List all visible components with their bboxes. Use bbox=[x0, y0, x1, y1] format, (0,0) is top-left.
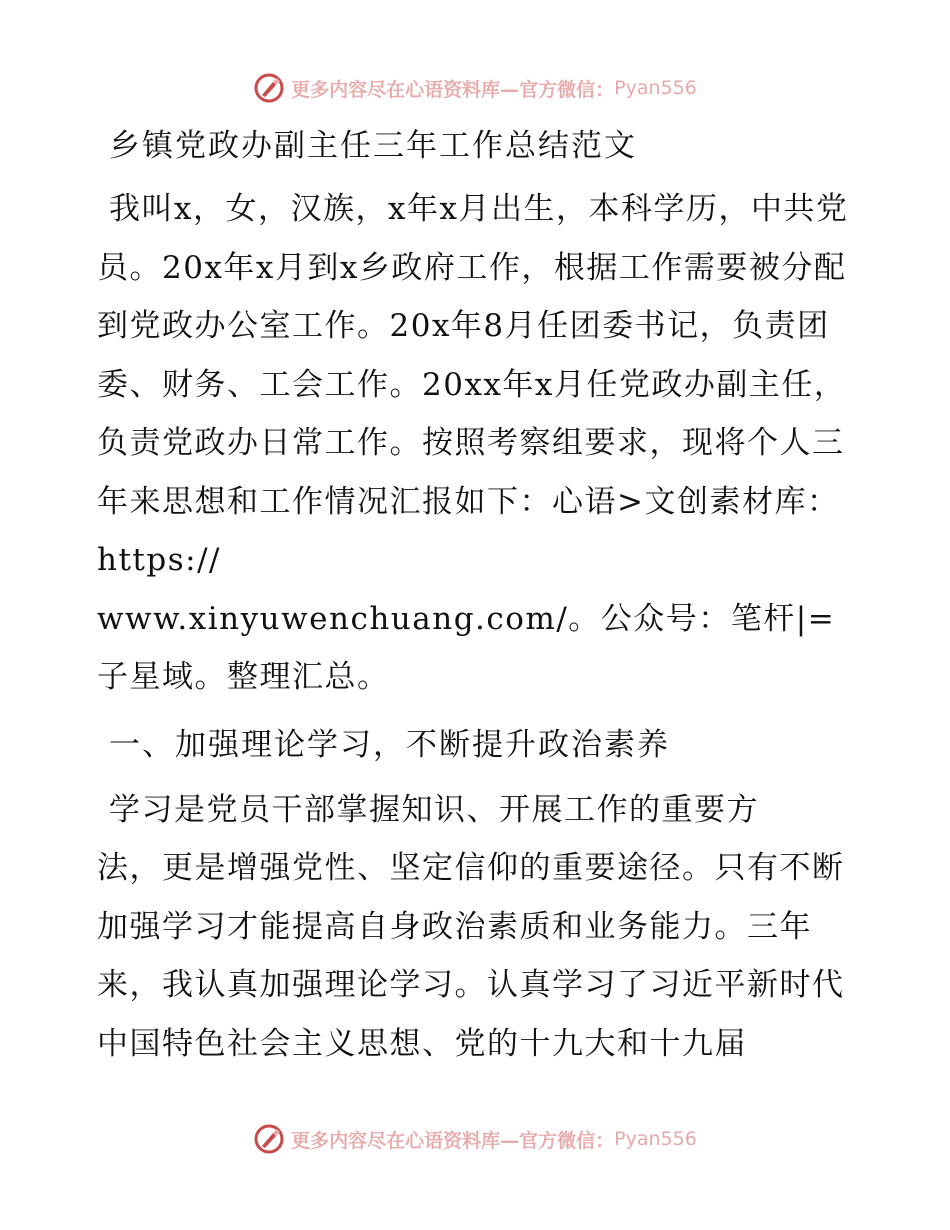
document-title: 乡镇党政办副主任三年工作总结范文 bbox=[109, 128, 637, 164]
watermark-banner-bottom bbox=[0, 1119, 950, 1159]
watermark-wechat-id: Pyan556 bbox=[614, 1128, 697, 1150]
watermark-text: 更多内容尽在心语资料库—官方微信： bbox=[291, 78, 615, 101]
watermark-wechat-id: Pyan556 bbox=[614, 77, 697, 99]
watermark-banner-top bbox=[0, 68, 950, 108]
section-paragraph: 学习是党员干部掌握知识、开展工作的重要方 法，更是增强党性、坚定信仰的重要途径。只有不断加强学习才能提高自身政治素质和业务能力。三年来，我认真加强理论学习。认真学习了习近平新时代中国特色社会主义思想、党的十九大和十九届 bbox=[97, 791, 845, 1062]
section-heading: 一、加强理论学习，不断提升政治素养 bbox=[109, 726, 670, 763]
intro-paragraph: 我叫x，女，汉族，x年x月出生，本科学历，中共党员。20x年x月到x乡政府工作，根据工作需要被分配到党政办公室工作。20x年8月任团委书记，负责团委、财务、工会工作。20xx年x月任党政办副主任，负责党政办日常工作。按照考察组要求，现将个人三年来思想和工作情况汇报如下：心语>文创素材库：https:// www.xinyuwenchuang.com/。公众号：笔杆|=子星域。整理汇总。 bbox=[97, 191, 849, 695]
document-body bbox=[97, 120, 852, 1085]
pen-logo-icon bbox=[253, 1123, 285, 1155]
pen-logo-icon bbox=[253, 72, 285, 104]
watermark-text: 更多内容尽在心语资料库—官方微信： bbox=[291, 1129, 615, 1152]
